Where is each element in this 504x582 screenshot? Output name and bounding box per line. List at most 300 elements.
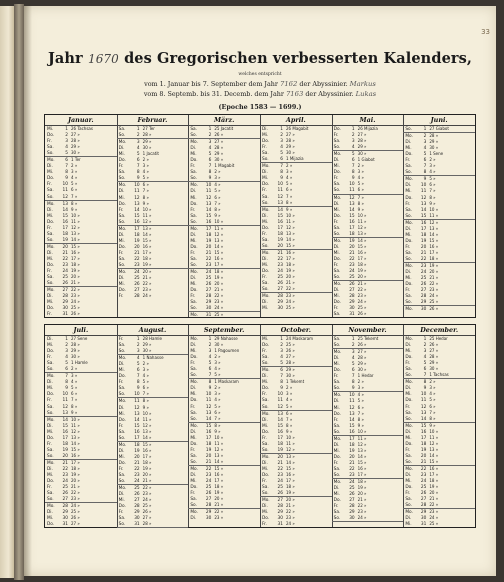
weekday: So.	[333, 343, 341, 349]
day-row	[45, 410, 117, 417]
abyssinian-date: 21 »	[429, 275, 439, 281]
day-number: 17	[205, 226, 212, 232]
weekday: Mo.	[405, 307, 413, 313]
day-number: 12	[62, 194, 68, 200]
abyssinian-date: 6 »	[142, 385, 149, 391]
day-number: 2	[423, 343, 427, 349]
abyssinian-date: 29 »	[286, 367, 295, 373]
weekday: Mi.	[262, 466, 269, 472]
abyssinian-date: 22 »	[71, 490, 80, 496]
abyssinian-date: 26 Mijazia	[357, 126, 378, 131]
abyssinian-date: 26 »	[142, 509, 152, 515]
abyssinian-date: 1 Magabit	[214, 163, 235, 169]
abyssinian-date: 25 Jacatit	[214, 126, 234, 131]
day-number: 12	[205, 404, 212, 410]
weekday: Di.	[405, 270, 412, 276]
abyssinian-date: 9 »	[142, 200, 149, 206]
abyssinian-date: 15 »	[142, 441, 152, 447]
day-number: 17	[62, 435, 68, 441]
weekday: Mo.	[262, 207, 270, 213]
day-row	[117, 262, 189, 269]
day-number: 16	[62, 429, 68, 435]
abyssinian-date: 5 »	[214, 403, 221, 409]
day-number: 10	[349, 393, 355, 399]
day-number: 14	[62, 207, 68, 213]
day-number: 24	[134, 270, 140, 276]
day-row	[117, 293, 189, 299]
day-number: 13	[62, 201, 68, 207]
abyssinian-date: 29 »	[71, 348, 80, 354]
day-number: 14	[349, 207, 355, 213]
day-row	[117, 132, 189, 139]
abyssinian-date: 22 »	[286, 286, 295, 292]
day-number: 4	[208, 355, 212, 361]
abyssinian-date: 28 »	[286, 360, 295, 366]
abyssinian-date: 10 »	[214, 434, 224, 440]
day-number: 17	[420, 226, 427, 232]
day-number: 31	[420, 522, 427, 528]
abyssinian-date: 11 »	[214, 440, 224, 446]
weekday: Mi.	[262, 510, 269, 516]
weekday: Di.	[118, 276, 125, 282]
day-number: 2	[280, 343, 283, 349]
day-number: 22	[205, 466, 212, 472]
abyssinian-date: 2 »	[71, 163, 78, 169]
line1-year-handwritten: 7162	[280, 80, 298, 88]
weekday: Di.	[405, 140, 412, 146]
day-number: 29	[349, 300, 355, 306]
weekday: Fr.	[190, 447, 196, 453]
abyssinian-date: 14 »	[286, 459, 295, 465]
line1-prefix: vom 1. Januar bis 7. September dem Jahr	[144, 80, 278, 88]
weekday: Di.	[405, 386, 412, 392]
abyssinian-date: 28 »	[71, 138, 80, 144]
weekday: Fr.	[333, 504, 339, 510]
weekday: So.	[405, 373, 412, 379]
day-number: 13	[134, 201, 140, 207]
weekday: Mo.	[405, 177, 413, 183]
weekday: Di.	[118, 492, 125, 498]
weekday: Sa.	[190, 170, 198, 176]
weekday: Mo.	[190, 140, 198, 146]
day-number: 24	[62, 479, 68, 485]
day-number: 4	[351, 145, 355, 151]
abyssinian-date: 9 »	[357, 206, 364, 212]
day-row	[117, 348, 189, 355]
day-number: 14	[420, 416, 427, 422]
day-number: 5	[208, 152, 212, 158]
day-number: 5	[351, 362, 355, 368]
abyssinian-date: 30 »	[429, 366, 439, 372]
weekday: So.	[190, 176, 197, 182]
day-number: 26	[277, 491, 283, 497]
abyssinian-date: 7 »	[71, 397, 78, 403]
day-number: 26	[134, 492, 140, 498]
abyssinian-date: 24 »	[142, 293, 152, 299]
day-number: 25	[62, 485, 68, 491]
day-number: 21	[349, 460, 355, 466]
weekday: So.	[47, 237, 54, 243]
day-number: 20	[420, 244, 427, 250]
day-number: 9	[351, 386, 355, 392]
abyssinian-date: 20 »	[71, 478, 80, 484]
weekday: Fr.	[333, 176, 339, 182]
day-number: 8	[351, 380, 355, 386]
day-number: 3	[423, 140, 427, 146]
weekday: Fr.	[47, 398, 52, 404]
day-number: 15	[134, 423, 140, 429]
weekday: Fr.	[333, 460, 339, 466]
calendar-block-jul-dec	[44, 324, 476, 528]
day-number: 19	[62, 237, 68, 243]
day-number: 21	[349, 250, 355, 256]
abyssinian-date: 17 »	[357, 255, 367, 261]
weekday: So.	[405, 127, 412, 132]
day-number: 20	[134, 454, 140, 460]
weekday: So.	[190, 306, 197, 312]
day-row	[260, 490, 332, 497]
day-row	[332, 311, 404, 317]
abyssinian-date: 1 Ter	[71, 157, 81, 163]
day-row	[332, 472, 404, 479]
day-number: 5	[351, 152, 355, 158]
weekday: Sa.	[333, 380, 341, 386]
day-number: 1	[351, 127, 355, 132]
day-row	[45, 280, 117, 287]
month-name: Juli.	[45, 325, 117, 336]
day-row	[117, 478, 189, 485]
abyssinian-date: 21 »	[214, 287, 224, 293]
abyssinian-date: 4 »	[286, 397, 293, 403]
weekday: So.	[262, 447, 269, 453]
weekday: Mo.	[47, 201, 55, 207]
weekday: Di.	[47, 337, 53, 342]
day-number: 25	[349, 486, 355, 492]
weekday: Mi.	[190, 435, 197, 441]
day-number: 3	[208, 349, 212, 355]
day-number: 9	[423, 177, 427, 183]
abyssinian-date: 19 »	[429, 484, 439, 490]
day-row	[332, 274, 404, 281]
abyssinian-date: 19 »	[286, 490, 295, 496]
day-number: 16	[420, 220, 427, 226]
day-number: 29	[277, 510, 283, 516]
abyssinian-date: 27 »	[214, 139, 224, 145]
day-number: 9	[65, 176, 68, 182]
weekday: Sa.	[405, 453, 413, 459]
day-number: 22	[420, 256, 427, 262]
epoche-line: (Epoche 1583 — 1699.)	[218, 103, 302, 111]
weekday: Di.	[262, 374, 268, 380]
weekday: So.	[405, 170, 412, 176]
day-number: 25	[134, 486, 140, 492]
weekday: Fr.	[190, 207, 196, 213]
title-prefix: Jahr	[47, 50, 83, 67]
day-number: 6	[65, 367, 68, 373]
page-title	[24, 50, 496, 67]
day-row	[260, 404, 332, 411]
abyssinian-date: 13 »	[286, 453, 295, 459]
day-number: 1	[423, 127, 427, 132]
day-number: 29	[205, 300, 212, 306]
day-number: 4	[65, 355, 68, 361]
weekday: Sa.	[190, 300, 198, 306]
day-number: 5	[280, 361, 283, 367]
month-column	[260, 325, 333, 527]
abyssinian-date: 3 »	[429, 163, 436, 169]
weekday: Mo.	[262, 164, 270, 170]
weekday: Mo.	[118, 442, 127, 448]
weekday: So.	[190, 373, 197, 379]
weekday: Mo.	[262, 294, 270, 300]
day-number: 10	[349, 182, 355, 188]
weekday: Sa.	[333, 269, 341, 275]
day-number: 2	[351, 133, 355, 139]
abyssinian-date: 20 »	[286, 497, 295, 503]
day-row	[45, 496, 117, 503]
abyssinian-date: 18 »	[357, 479, 367, 485]
day-number: 28	[62, 504, 68, 510]
abyssinian-date: 15 »	[357, 459, 367, 465]
day-list	[403, 126, 475, 312]
abyssinian-date: 24 »	[429, 293, 439, 299]
abyssinian-date: 10 »	[286, 434, 295, 440]
abyssinian-date: 8 »	[429, 194, 436, 200]
weekday: Di.	[118, 189, 125, 195]
abyssinian-date: 30 »	[142, 348, 152, 354]
day-number: 11	[62, 188, 68, 194]
day-number: 2	[208, 133, 212, 139]
weekday: Di.	[190, 343, 197, 349]
abyssinian-date: 24 »	[357, 515, 367, 521]
abyssinian-date: 7 »	[142, 188, 149, 194]
weekday: So.	[190, 416, 197, 422]
day-row	[117, 219, 189, 226]
day-number: 31	[205, 313, 212, 319]
abyssinian-date: 11 »	[71, 422, 80, 428]
day-number: 18	[134, 232, 140, 238]
weekday: Mi.	[405, 189, 412, 195]
weekday: Fr.	[262, 435, 267, 441]
day-number: 9	[351, 176, 355, 182]
abyssinian-date: 13 »	[142, 225, 152, 231]
day-number: 21	[134, 460, 140, 466]
day-number: 29	[205, 510, 212, 516]
abyssinian-date: 28 »	[429, 133, 439, 139]
weekday: Mo.	[333, 152, 342, 158]
day-number: 12	[277, 194, 283, 200]
day-number: 5	[423, 361, 427, 367]
day-number: 11	[277, 188, 283, 194]
day-row	[403, 306, 475, 312]
weekday: Mi.	[262, 176, 269, 182]
day-number: 16	[134, 219, 140, 225]
abyssinian-date: 17 »	[214, 262, 224, 268]
abyssinian-date: 3 »	[286, 169, 293, 175]
abyssinian-date: 29 »	[357, 361, 367, 367]
weekday: So.	[405, 416, 412, 422]
day-number: 8	[423, 380, 427, 386]
day-number: 25	[277, 485, 283, 491]
abyssinian-date: 9 »	[214, 428, 221, 434]
weekday: Mi.	[190, 349, 197, 355]
weekday: Mi.	[47, 256, 54, 262]
abyssinian-date: 24 »	[142, 497, 152, 503]
day-number: 29	[420, 300, 427, 306]
weekday: Mi.	[47, 386, 54, 392]
weekday: Mo.	[47, 504, 55, 510]
day-number: 23	[205, 263, 212, 269]
abyssinian-date: 7 »	[71, 193, 78, 199]
weekday: Di.	[190, 276, 197, 282]
day-number: 8	[280, 170, 283, 176]
abyssinian-date: 20 »	[214, 281, 224, 287]
weekday: Mo.	[405, 264, 413, 270]
weekday: So.	[190, 133, 197, 139]
abyssinian-date: 27 Giabot	[429, 126, 449, 131]
abyssinian-date: 12 »	[142, 218, 152, 224]
weekday: Mo.	[333, 436, 342, 442]
abyssinian-date: 8 »	[71, 403, 78, 409]
weekday: Do.	[262, 516, 270, 522]
weekday: Fr.	[118, 294, 124, 300]
weekday: Di.	[262, 170, 268, 176]
abyssinian-date: 18 »	[357, 262, 367, 268]
weekday: Mi.	[333, 164, 340, 170]
day-number: 11	[349, 399, 355, 405]
abyssinian-date: 25 Hedar	[429, 336, 448, 341]
weekday: Di.	[333, 442, 340, 448]
line2-era-handwritten: Lukas	[355, 90, 377, 98]
day-number: 22	[349, 466, 355, 472]
day-number: 22	[420, 466, 427, 472]
day-number: 15	[349, 213, 355, 219]
day-number: 11	[134, 399, 140, 405]
abyssinian-date: 4 »	[357, 392, 364, 398]
day-number: 15	[420, 423, 427, 429]
weekday: Mo.	[333, 350, 342, 356]
weekday: Mo.	[118, 226, 127, 232]
day-number: 4	[280, 355, 283, 361]
weekday: So.	[118, 392, 126, 398]
day-number: 20	[349, 454, 355, 460]
abyssinian-date: 19 »	[142, 262, 152, 268]
weekday: Sa.	[190, 256, 198, 262]
abyssinian-date: 30 »	[357, 367, 367, 373]
weekday: Di.	[47, 164, 53, 170]
day-number: 20	[205, 453, 212, 459]
day-list	[117, 336, 189, 528]
abyssinian-date: 23 »	[357, 509, 367, 515]
abyssinian-date: 23 »	[71, 293, 80, 299]
day-number: 24	[205, 270, 212, 276]
weekday: So.	[405, 459, 412, 465]
day-number: 20	[420, 453, 427, 459]
weekday: Mo.	[118, 486, 127, 492]
weekday: Do.	[262, 473, 270, 479]
day-number: 27	[420, 288, 427, 294]
weekday: Fr.	[47, 182, 52, 188]
weekday: Mi.	[47, 473, 54, 479]
day-number: 13	[420, 410, 427, 416]
abyssinian-date: 27 »	[71, 521, 80, 527]
abyssinian-date: 6 »	[71, 391, 78, 397]
day-number: 20	[62, 244, 68, 250]
weekday: Sa.	[190, 410, 198, 416]
day-number: 17	[134, 435, 140, 441]
weekday: Fr.	[333, 374, 339, 380]
day-number: 12	[134, 195, 140, 201]
day-number: 3	[65, 349, 68, 355]
abyssinian-date: 2 »	[214, 385, 221, 391]
weekday: So.	[262, 157, 269, 163]
weekday: Mi.	[190, 152, 197, 158]
abyssinian-date: 3 »	[142, 367, 149, 373]
day-number: 22	[134, 256, 140, 262]
weekday: Sa.	[190, 497, 198, 503]
abyssinian-date: 15 »	[429, 458, 439, 464]
title-year-handwritten: 1670	[87, 52, 119, 66]
abyssinian-date: 22 »	[357, 287, 367, 293]
weekday: Di.	[118, 362, 125, 368]
day-number: 5	[65, 361, 68, 367]
weekday: Mi.	[262, 423, 269, 429]
abyssinian-date: 26 Magabit	[286, 126, 309, 131]
abyssinian-date: 5 »	[71, 181, 78, 187]
abyssinian-date: 4 »	[357, 175, 364, 181]
day-number: 29	[420, 510, 427, 516]
day-number: 22	[62, 466, 68, 472]
day-number: 27	[134, 498, 140, 504]
day-number: 5	[423, 152, 427, 158]
weekday: Mi.	[405, 232, 412, 238]
abyssinian-date: 17 »	[357, 472, 367, 478]
day-number: 25	[349, 275, 355, 281]
weekday: Mo.	[405, 337, 413, 342]
day-row	[332, 342, 404, 349]
weekday: Di.	[190, 146, 197, 152]
day-row	[332, 231, 404, 238]
abyssinian-date: 28 »	[286, 138, 295, 144]
abyssinian-date: 11 »	[286, 218, 295, 224]
abyssinian-date: 1 Mijazia	[286, 156, 304, 162]
abyssinian-date: 13 »	[214, 452, 224, 458]
abyssinian-date: 15 »	[357, 243, 367, 249]
day-number: 6	[423, 158, 427, 164]
day-number: 11	[205, 189, 212, 195]
weekday: So.	[47, 194, 54, 200]
weekday: So.	[333, 473, 341, 479]
day-number: 31	[62, 312, 68, 318]
weekday: Mo.	[47, 158, 55, 164]
weekday: Mi.	[118, 238, 125, 244]
day-number: 3	[280, 139, 283, 145]
day-number: 26	[62, 281, 68, 287]
abyssinian-date: 2 »	[357, 379, 364, 385]
day-number: 19	[134, 448, 140, 454]
day-number: 13	[205, 201, 212, 207]
day-row	[188, 515, 260, 521]
weekday: Fr.	[333, 219, 339, 225]
weekday: Sa.	[405, 207, 413, 213]
weekday: Mo.	[405, 423, 413, 429]
day-row	[45, 311, 117, 317]
abyssinian-date: 1 Hedar	[357, 373, 374, 379]
weekday: Fr.	[118, 164, 124, 170]
day-number: 25	[134, 276, 140, 282]
abyssinian-date: 1 Sene	[429, 151, 444, 157]
abyssinian-date: 18 »	[214, 269, 224, 275]
